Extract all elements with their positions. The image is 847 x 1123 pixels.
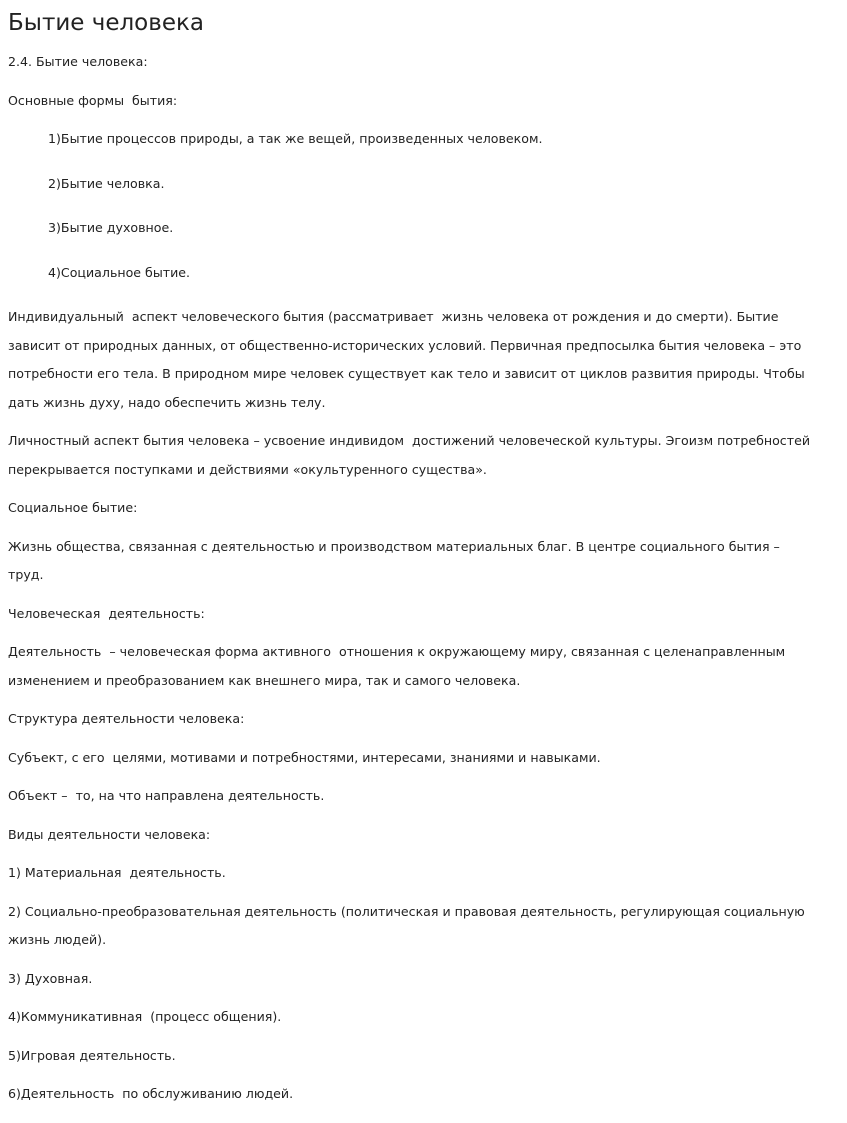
paragraph-line: Жизнь общества, связанная с деятельностью и производством материальных благ. В центре социального бытия –	[8, 539, 780, 554]
forms-list-item: 2)Бытие человка.	[48, 176, 165, 191]
forms-list-item: 1)Бытие процессов природы, а так же вещей, произведенных человеком.	[48, 131, 543, 146]
activity-heading: Человеческая деятельность:	[8, 606, 205, 621]
forms-list-item: 3)Бытие духовное.	[48, 220, 174, 235]
paragraph-line: Субъект, с его целями, мотивами и потребностями, интересами, знаниями и навыками.	[8, 750, 601, 765]
types-list-item: 5)Игровая деятельность.	[8, 1048, 176, 1063]
social-heading: Социальное бытие:	[8, 500, 138, 515]
structure-heading: Структура деятельности человека:	[8, 711, 245, 726]
forms-list-item: 4)Социальное бытие.	[48, 265, 191, 280]
paragraph-line: Деятельность – человеческая форма активного отношения к окружающему миру, связанная с целенаправленным	[8, 644, 786, 659]
types-list-item: 3) Духовная.	[8, 971, 93, 986]
types-list-item: 4)Коммуникативная (процесс общения).	[8, 1009, 282, 1024]
paragraph-line: зависит от природных данных, от общественно-исторических условий. Первичная предпосылка бытия человека – это	[8, 338, 802, 353]
forms-heading: Основные формы бытия:	[8, 93, 178, 108]
types-list-item: жизнь людей).	[8, 932, 107, 947]
paragraph-line: Индивидуальный аспект человеческого бытия (рассматривает жизнь человека от рождения и до смерти). Бытие	[8, 309, 779, 324]
page-title: Бытие человека	[8, 10, 204, 36]
types-list-item: 2) Социально-преобразовательная деятельность (политическая и правовая деятельность, регулирующая социальную	[8, 904, 805, 919]
section-heading: 2.4. Бытие человека:	[8, 54, 148, 69]
paragraph-line: Объект – то, на что направлена деятельность.	[8, 788, 325, 803]
paragraph-line: труд.	[8, 567, 44, 582]
paragraph-line: потребности его тела. В природном мире человек существует как тело и зависит от циклов развития природы. Чтобы	[8, 366, 805, 381]
types-list-item: 1) Материальная деятельность.	[8, 865, 226, 880]
paragraph-line: перекрывается поступками и действиями «окультуренного существа».	[8, 462, 487, 477]
types-heading: Виды деятельности человека:	[8, 827, 211, 842]
paragraph-line: дать жизнь духу, надо обеспечить жизнь телу.	[8, 395, 326, 410]
paragraph-line: изменением и преобразованием как внешнего мира, так и самого человека.	[8, 673, 521, 688]
paragraph-line: Личностный аспект бытия человека – усвоение индивидом достижений человеческой культуры. Эгоизм потребностей	[8, 433, 811, 448]
types-list-item: 6)Деятельность по обслуживанию людей.	[8, 1086, 294, 1101]
